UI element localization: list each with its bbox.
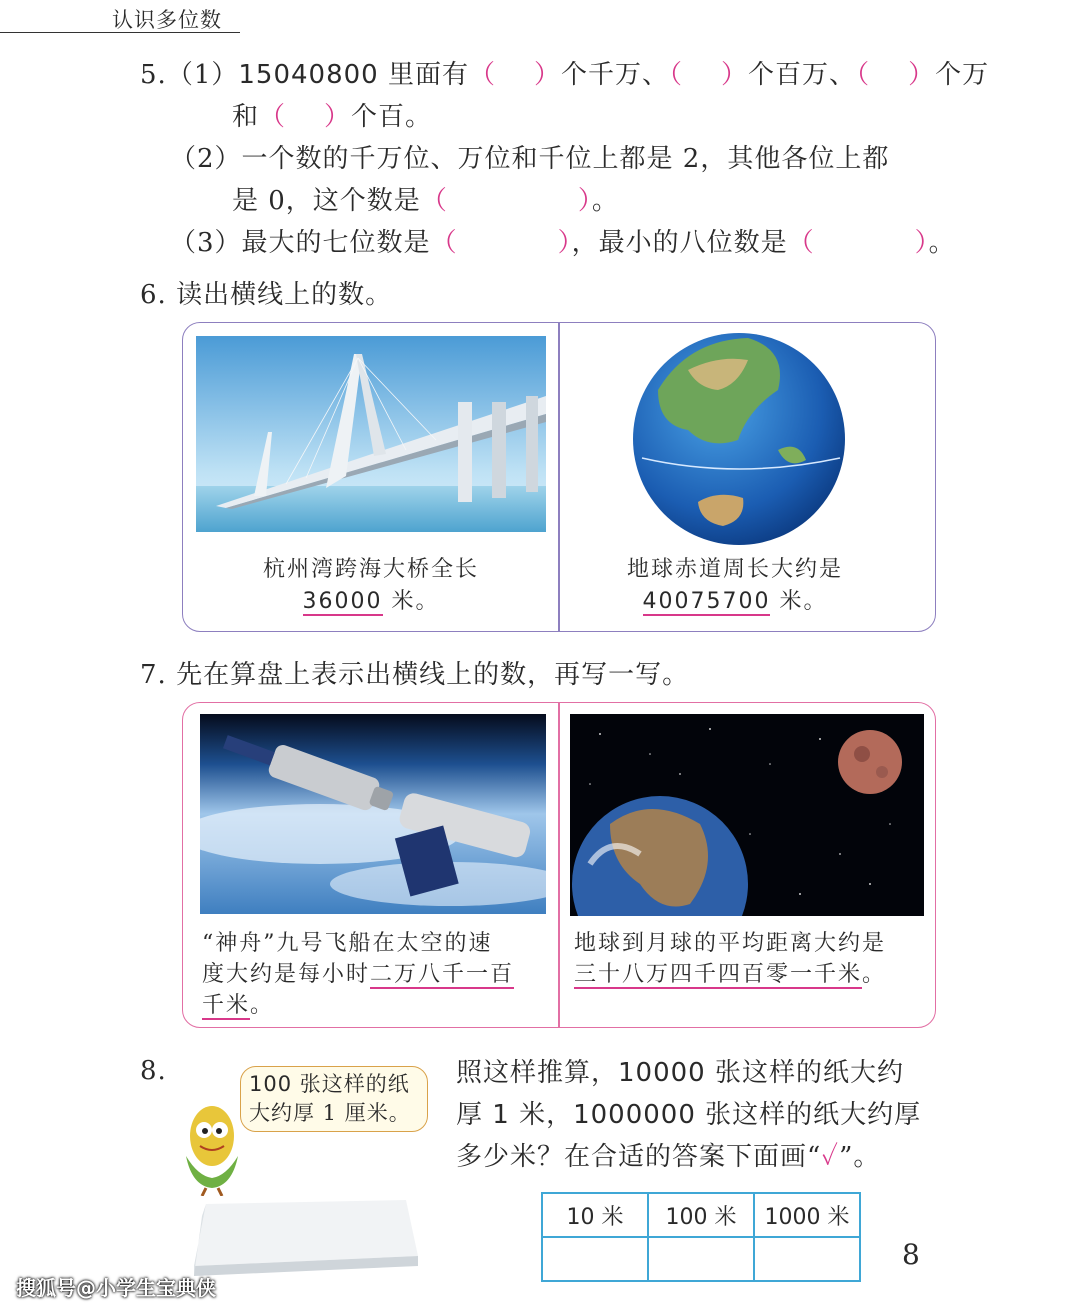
underlined-number: 40075700 [642, 589, 771, 614]
q8-number: 8. [140, 1056, 167, 1086]
underlined-text: 千米 [202, 993, 251, 1018]
option-1000m: 1000 米 [754, 1193, 860, 1237]
q5-line1: 5.（1）15040800 里面有（ ）个千万、（ ）个百万、（ ）个万 [140, 60, 990, 90]
option-100m: 100 米 [648, 1193, 754, 1237]
card-divider [558, 702, 560, 1028]
corn-mascot-illustration [172, 1096, 252, 1196]
underlined-text: 二万八千一百 [370, 962, 515, 987]
earth-moon-illustration [570, 714, 924, 916]
bridge-illustration [196, 336, 546, 532]
q6-prompt: 6. 读出横线上的数。 [140, 280, 393, 310]
q8-line3: 多少米？在合适的答案下面画“✓”。 [456, 1142, 881, 1172]
watermark: 搜狐号@小学生宝典侠 [16, 1276, 216, 1300]
q5-line4: 是 0，这个数是（ ）。 [232, 186, 619, 216]
answer-table-header-row [542, 1193, 860, 1237]
page-header [0, 0, 240, 33]
q8-line1: 照这样推算，10000 张这样的纸大约 [456, 1058, 904, 1088]
q5-line3: （2）一个数的千万位、万位和千位上都是 2，其他各位上都 [170, 144, 890, 174]
earth-moon-caption: 地球到月球的平均距离大约是 三十八万四千四百零一千米。 [574, 931, 887, 987]
answer-cell[interactable] [754, 1237, 860, 1281]
card-divider [558, 322, 560, 632]
answer-cell[interactable] [542, 1237, 648, 1281]
answer-table-check-row [542, 1237, 860, 1281]
header-title: 认识多位数 [112, 8, 222, 32]
q5-line5: （3）最大的七位数是（ ），最小的八位数是（ ）。 [170, 228, 956, 258]
speech-bubble: 100 张这样的纸 大约厚 1 厘米。 [240, 1066, 428, 1132]
earth-globe-illustration [628, 330, 850, 548]
q5-line2: 和（ ）个百。 [232, 102, 433, 132]
answer-table [541, 1192, 861, 1282]
q8-line2: 厚 1 米，1000000 张这样的纸大约厚 [456, 1100, 922, 1130]
earth-caption: 地球赤道周长大约是 40075700 米。 [626, 557, 843, 614]
spacecraft-caption: “神舟”九号飞船在太空的速 度大约是每小时二万八千一百 千米。 [202, 931, 515, 1018]
check-icon: ✓ [821, 1142, 840, 1172]
spacecraft-illustration [200, 714, 546, 914]
q7-prompt: 7. 先在算盘上表示出横线上的数，再写一写。 [140, 660, 690, 690]
page-number: 8 [902, 1238, 920, 1271]
underlined-number: 36000 [302, 589, 383, 614]
bridge-caption: 杭州湾跨海大桥全长 36000 米。 [262, 557, 479, 614]
option-10m: 10 米 [542, 1193, 648, 1237]
paper-stack-illustration [186, 1196, 418, 1280]
answer-cell[interactable] [648, 1237, 754, 1281]
underlined-text: 三十八万四千四百零一千米 [574, 962, 863, 987]
